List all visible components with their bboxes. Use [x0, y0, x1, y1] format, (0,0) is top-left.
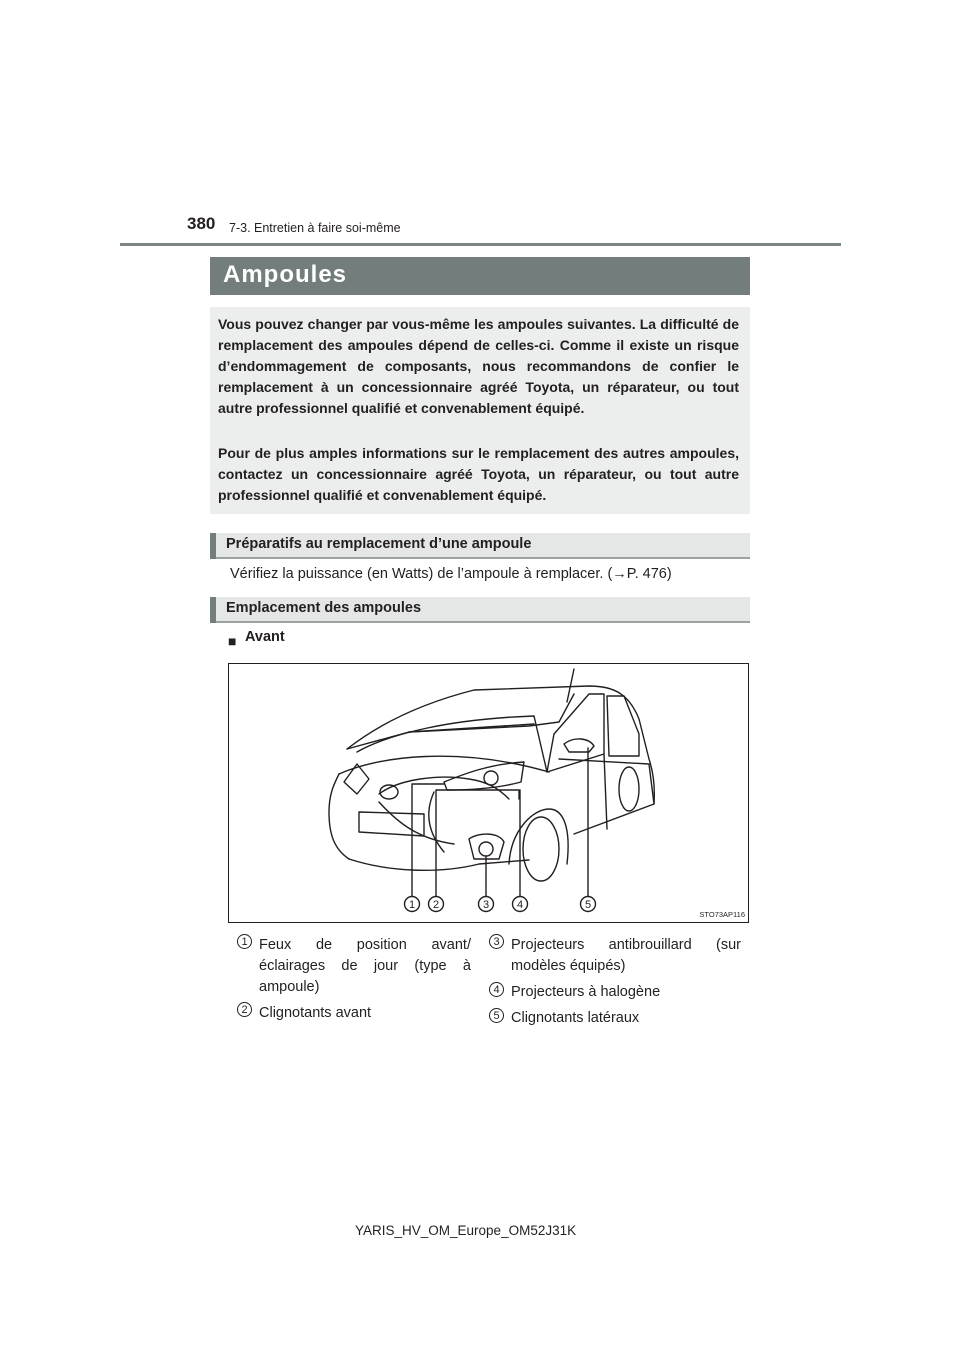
callout-3: 3 — [482, 899, 490, 911]
page-title: Ampoules — [223, 261, 348, 288]
intro-paragraph-2: Pour de plus amples informations sur le remplacement des autres ampoules, contactez un concessionnaire agréé Toyota, un réparateur, ou tout autre professionnel qualifié et convenablement équipé. — [218, 445, 739, 503]
legend-number: 5 — [489, 1008, 504, 1023]
section-heading-preparation — [210, 533, 750, 559]
section-heading-location — [210, 597, 750, 623]
callout-5: 5 — [584, 899, 592, 911]
legend-text: Projecteurs à halogène — [511, 984, 661, 1000]
square-bullet-icon: ■ — [228, 633, 237, 649]
heading-marker — [210, 597, 216, 623]
callout-2: 2 — [432, 899, 440, 911]
legend-text: Clignotants latéraux — [511, 1010, 640, 1026]
section-reference: 7-3. Entretien à faire soi-même — [229, 221, 401, 235]
intro-box — [210, 307, 750, 514]
legend-text: Clignotants avant — [259, 1005, 372, 1021]
heading-marker — [210, 533, 216, 559]
car-illustration — [228, 663, 749, 923]
subheading-avant: Avant — [245, 629, 285, 645]
legend-text: Feux de position avant/ éclairages de jour (type à ampoule) — [259, 937, 471, 995]
header-rule — [120, 243, 841, 246]
figure-code: STO73AP116 — [699, 910, 745, 919]
page-number: 380 — [187, 214, 216, 233]
callout-4: 4 — [516, 899, 524, 911]
section-heading-text: Emplacement des ampoules — [226, 600, 422, 616]
callout-1: 1 — [408, 899, 416, 911]
preparation-text: Vérifiez la puissance (en Watts) de l’ampoule à remplacer. (→P. 476) — [230, 566, 672, 582]
car-drawing — [229, 664, 748, 922]
title-bar — [210, 257, 750, 295]
legend-number: 3 — [489, 934, 504, 949]
intro-paragraph-1: Vous pouvez changer par vous-même les ampoules suivantes. La difficulté de remplacement des ampoules dépend de celles-ci. Comme il existe un risque d’endommagement de composants, nous recommandons de confier le remplacement à un concessionnaire agréé Toyota, un réparateur, ou tout autre professionnel qualifié et convenablement équipé. — [218, 316, 739, 416]
section-heading-text: Préparatifs au remplacement d’une ampoule — [226, 536, 532, 552]
footer-document-id: YARIS_HV_OM_Europe_OM52J31K — [355, 1223, 577, 1238]
legend-number: 2 — [237, 1002, 252, 1017]
legend-text: Projecteurs antibrouillard (sur modèles équipés) — [511, 937, 741, 974]
legend-number: 4 — [489, 982, 504, 997]
legend-number: 1 — [237, 934, 252, 949]
